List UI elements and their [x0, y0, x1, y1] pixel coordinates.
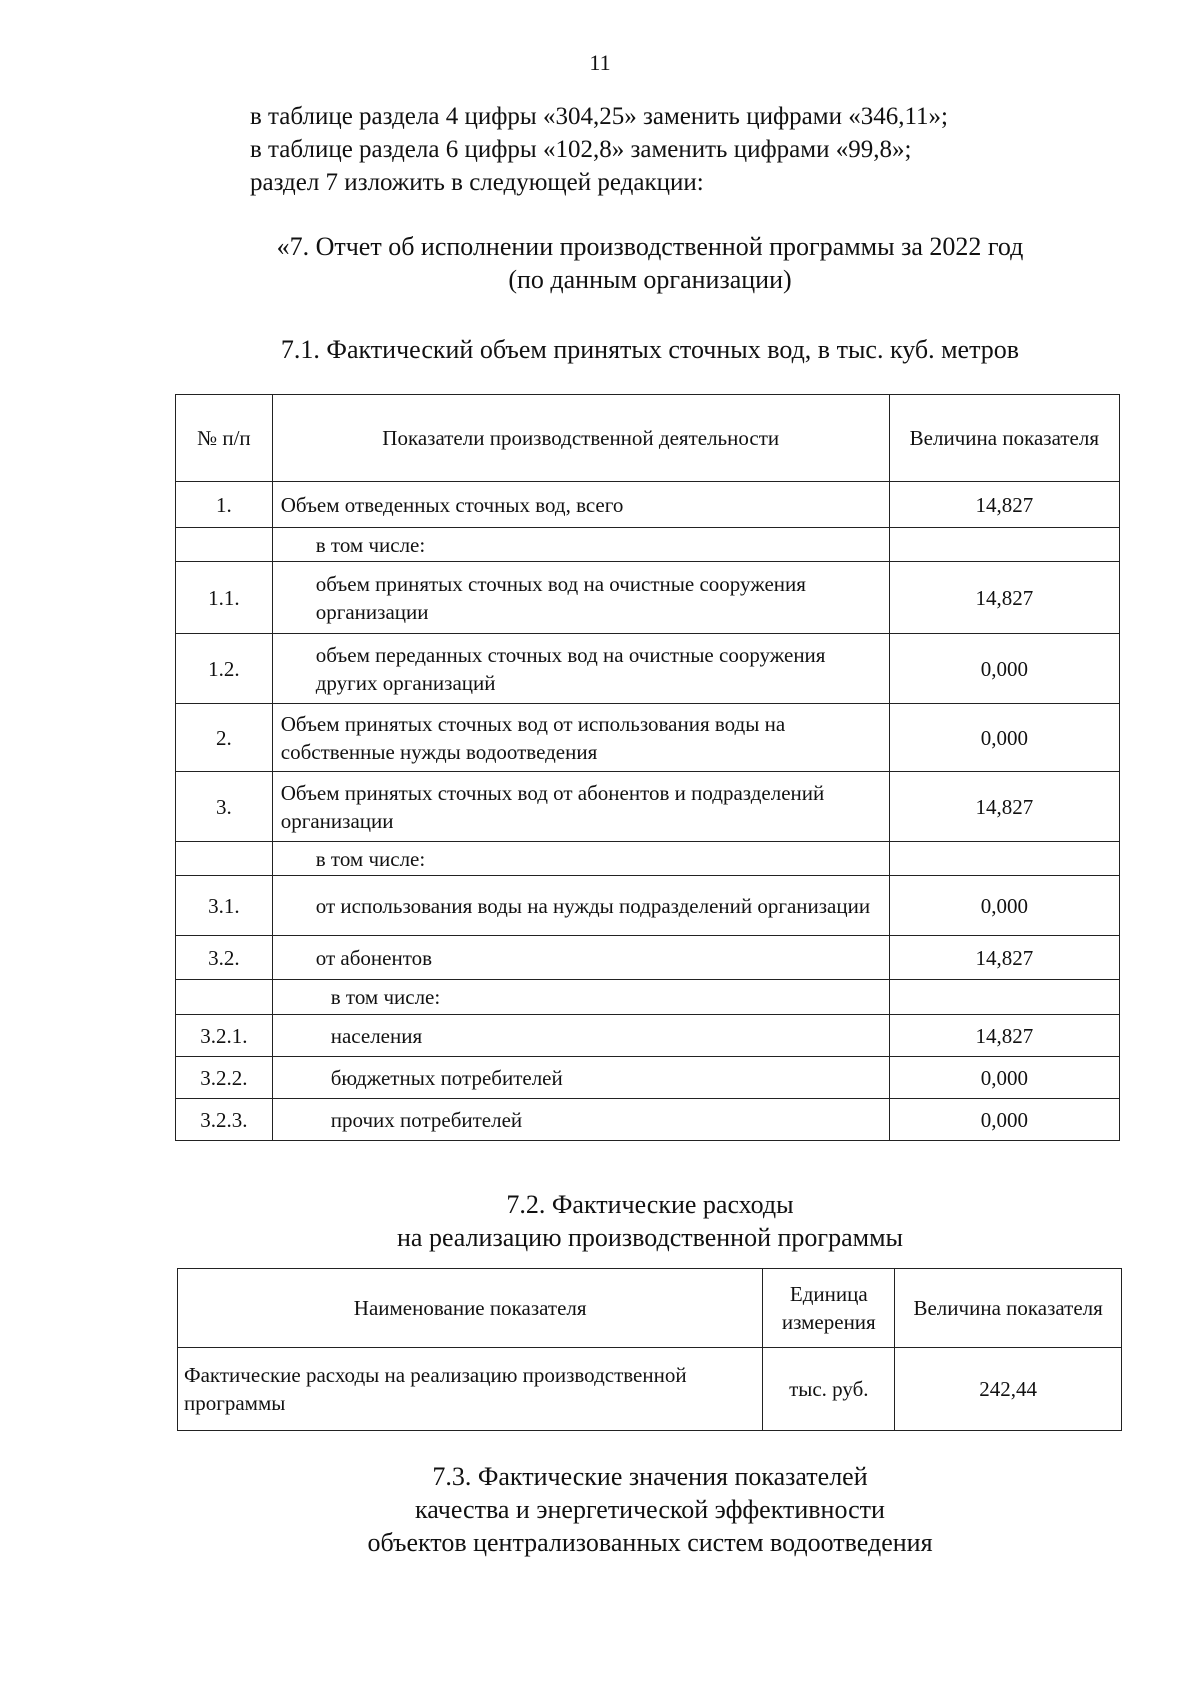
row-value: 242,44: [895, 1348, 1122, 1431]
row-unit: тыс. руб.: [763, 1348, 895, 1431]
row-num: [176, 528, 273, 562]
table-row: [176, 704, 1120, 772]
row-value: [889, 528, 1119, 562]
section-7-3-title: [150, 1460, 1150, 1559]
section-7-1-title: [150, 333, 1150, 366]
row-indicator: Объем принятых сточных вод от абонентов и подразделений организации: [272, 772, 889, 842]
section-7-3-title-line-3: объектов централизованных систем водоотведения: [367, 1528, 933, 1557]
row-indicator: в том числе:: [272, 528, 889, 562]
section-7-2-title-line-2: на реализацию производственной программы: [396, 1223, 903, 1252]
row-num: [176, 980, 273, 1015]
table-row: [176, 634, 1120, 704]
row-num: 3.2.2.: [176, 1057, 273, 1099]
row-value: 0,000: [889, 876, 1119, 936]
table-row: [176, 482, 1120, 528]
row-num: 3.: [176, 772, 273, 842]
table-row: [176, 772, 1120, 842]
row-value: 14,827: [889, 1015, 1119, 1057]
section-7-title-line-2: (по данным организации): [508, 265, 792, 294]
row-value: [889, 980, 1119, 1015]
table-row: [176, 876, 1120, 936]
table-row: [176, 562, 1120, 634]
amendment-text: [250, 100, 1150, 199]
row-indicator: бюджетных потребителей: [272, 1057, 889, 1099]
row-num: [176, 842, 273, 876]
row-num: 3.2.: [176, 936, 273, 980]
wastewater-volume-table: [175, 394, 1120, 1141]
row-indicator: населения: [272, 1015, 889, 1057]
table-header-row: [178, 1269, 1122, 1348]
section-7-title-line-1: «7. Отчет об исполнении производственной программы за 2022 год: [276, 232, 1024, 261]
section-7-title: [150, 230, 1150, 296]
amendment-line-3: раздел 7 изложить в следующей редакции:: [250, 169, 704, 196]
row-value: [889, 842, 1119, 876]
section-7-2-title-line-1: 7.2. Фактические расходы: [506, 1190, 794, 1219]
program-expenses-table: [177, 1268, 1122, 1431]
row-indicator: прочих потребителей: [272, 1099, 889, 1141]
table-row: [176, 1099, 1120, 1141]
row-value: 0,000: [889, 634, 1119, 704]
header-name: Наименование показателя: [178, 1269, 763, 1348]
header-num: № п/п: [176, 395, 273, 482]
section-7-2-title: [150, 1188, 1150, 1254]
row-indicator: объем переданных сточных вод на очистные сооружения других организаций: [272, 634, 889, 704]
row-num: 2.: [176, 704, 273, 772]
row-num: 1.1.: [176, 562, 273, 634]
row-indicator: объем принятых сточных вод на очистные сооружения организации: [272, 562, 889, 634]
row-value: 14,827: [889, 562, 1119, 634]
table-row: [178, 1348, 1122, 1431]
row-name: Фактические расходы на реализацию производственной программы: [178, 1348, 763, 1431]
row-indicator: от абонентов: [272, 936, 889, 980]
section-7-3-title-line-2: качества и энергетической эффективности: [415, 1495, 885, 1524]
header-value: Величина показателя: [889, 395, 1119, 482]
row-value: 14,827: [889, 772, 1119, 842]
table-row: [176, 936, 1120, 980]
row-indicator: Объем отведенных сточных вод, всего: [272, 482, 889, 528]
header-indicator: Показатели производственной деятельности: [272, 395, 889, 482]
amendment-line-2: в таблице раздела 6 цифры «102,8» заменить цифрами «99,8»;: [250, 136, 912, 163]
header-unit: Единица измерения: [763, 1269, 895, 1348]
header-value: Величина показателя: [895, 1269, 1122, 1348]
section-7-1-title-text: 7.1. Фактический объем принятых сточных вод, в тыс. куб. метров: [280, 335, 1020, 364]
table-row: [176, 980, 1120, 1015]
table-row: [176, 528, 1120, 562]
row-indicator: в том числе:: [272, 842, 889, 876]
section-7-3-title-line-1: 7.3. Фактические значения показателей: [432, 1462, 868, 1491]
row-value: 14,827: [889, 482, 1119, 528]
row-value: 0,000: [889, 1057, 1119, 1099]
row-indicator: Объем принятых сточных вод от использования воды на собственные нужды водоотведения: [272, 704, 889, 772]
row-indicator: в том числе:: [272, 980, 889, 1015]
amendment-line-1: в таблице раздела 4 цифры «304,25» заменить цифрами «346,11»;: [250, 103, 948, 130]
row-num: 3.2.3.: [176, 1099, 273, 1141]
table-row: [176, 1057, 1120, 1099]
row-value: 0,000: [889, 704, 1119, 772]
table-header-row: [176, 395, 1120, 482]
row-num: 1.: [176, 482, 273, 528]
row-indicator: от использования воды на нужды подразделений организации: [272, 876, 889, 936]
row-num: 1.2.: [176, 634, 273, 704]
page-number: 11: [589, 50, 611, 75]
table-row: [176, 842, 1120, 876]
row-value: 0,000: [889, 1099, 1119, 1141]
row-value: 14,827: [889, 936, 1119, 980]
table-row: [176, 1015, 1120, 1057]
row-num: 3.1.: [176, 876, 273, 936]
row-num: 3.2.1.: [176, 1015, 273, 1057]
